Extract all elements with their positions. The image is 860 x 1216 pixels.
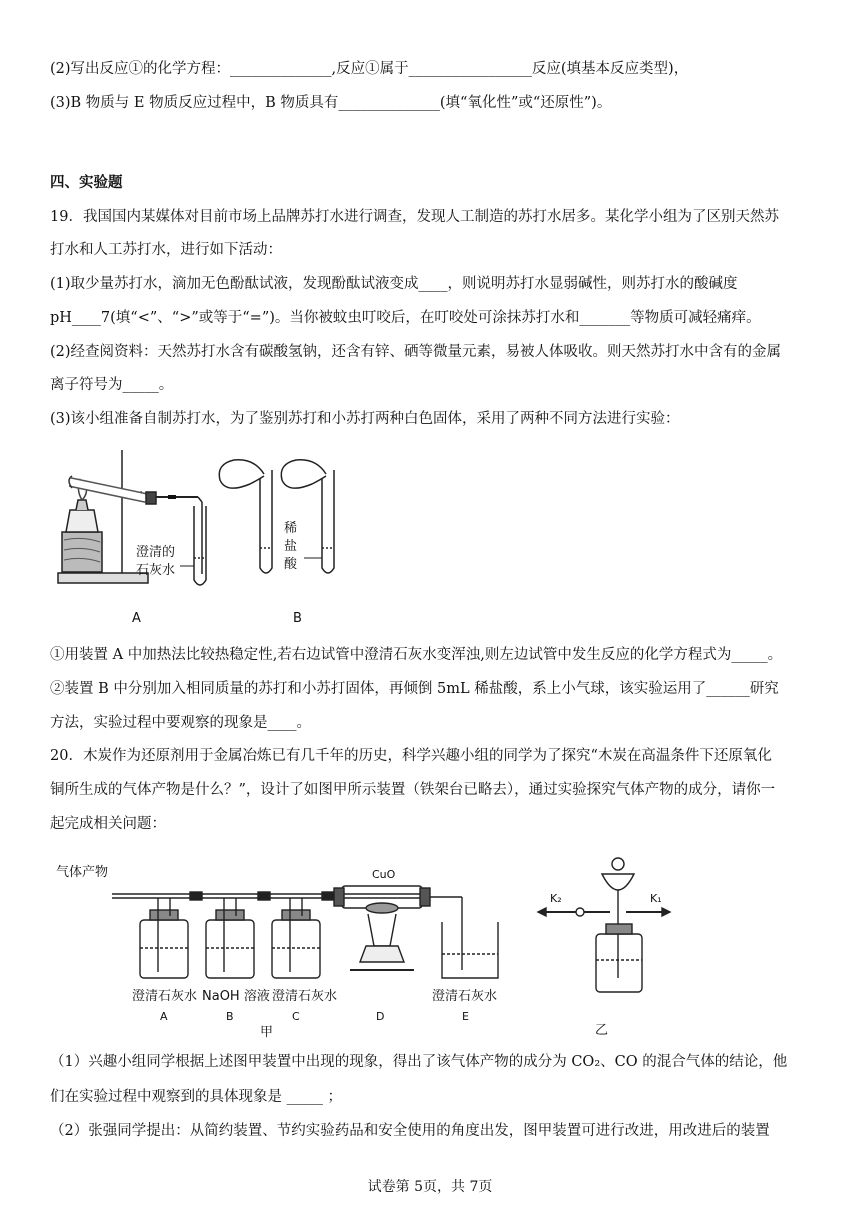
text-line: (2)写出反应①的化学方程：______________,反应①属于_________________反应(填基本反应类型)， <box>50 61 689 77</box>
label-acid-1: 稀 <box>284 521 298 536</box>
label-beaker-e: 澄清石灰水 <box>432 989 498 1004</box>
text-line: 们在实验过程中观察到的具体现象是 _____ ； <box>50 1089 342 1105</box>
apparatus-yi <box>538 858 670 992</box>
lamp-d <box>360 946 404 962</box>
label-limewater-2: 石灰水 <box>136 563 176 578</box>
test-tube-b2 <box>322 470 334 573</box>
bottle-c <box>272 898 320 978</box>
text-line: 铜所生成的气体产物是什么？”，设计了如图甲所示装置（铁架台已略去），通过实验探究气体产物的成分，请你一 <box>50 782 776 798</box>
text-line: ②装置 B 中分别加入相同质量的苏打和小苏打固体，再倾倒 5mL 稀盐酸，系上小气球，该实验运用了______研究 <box>50 681 779 697</box>
stand-base <box>58 573 148 583</box>
text-line: (3)该小组准备自制苏打水，为了鉴别苏打和小苏打两种白色固体，采用了两种不同方法进行实验： <box>50 411 680 427</box>
label-c: C <box>292 1010 300 1023</box>
label-k1: K₁ <box>650 892 662 905</box>
bottle-b <box>206 898 254 978</box>
text-line: (2)经查阅资料：天然苏打水含有碳酸氢钠，还含有锌、硒等微量元素，易被人体吸收。则天然苏打水中含有的金属 <box>50 344 782 360</box>
label-b: B <box>226 1010 234 1023</box>
text-line: (1)取少量苏打水，滴加无色酚酞试液，发现酚酞试液变成____，则说明苏打水显弱碱性，则苏打水的酸碱度 <box>50 276 738 292</box>
label-yi: 乙 <box>595 1023 609 1038</box>
text-line: （2）张强同学提出：从简约装置、节约实验药品和安全使用的角度出发，图甲装置可进行改进，用改进后的装置 <box>50 1123 770 1139</box>
text-line: ①用装置 A 中加热法比较热稳定性,若右边试管中澄清石灰水变浑浊,则左边试管中发生反应的化学方程式为_____。 <box>50 647 783 663</box>
label-bottle-b: NaOH 溶液 <box>202 989 270 1004</box>
text-line: 打水和人工苏打水，进行如下活动： <box>50 242 282 258</box>
label-e: E <box>462 1010 469 1023</box>
question-19-text: 19．我国国内某媒体对目前市场上品牌苏打水进行调查，发现人工制造的苏打水居多。某化学小组为了区别天然苏 <box>50 209 779 225</box>
label-acid-3: 酸 <box>284 557 298 572</box>
label-limewater-1: 澄清的 <box>136 545 176 560</box>
text-line: （1）兴趣小组同学根据上述图甲装置中出现的现象，得出了该气体产物的成分为 CO₂、CO 的混合气体的结论，他 <box>50 1054 788 1070</box>
limewater-test-tube <box>194 506 206 585</box>
balloon-left <box>219 460 264 488</box>
label-jia: 甲 <box>260 1025 274 1040</box>
text-line: (3)B 物质与 E 物质反应过程中，B 物质具有______________(填“氧化性”或“还原性”)。 <box>50 95 612 111</box>
label-a: A <box>160 1010 168 1023</box>
balloon-right <box>281 460 326 488</box>
cuo-label: CuO <box>372 868 396 881</box>
alcohol-lamp <box>66 510 98 532</box>
label-acid-2: 盐 <box>284 539 298 554</box>
text-line: 离子符号为_____。 <box>50 377 174 393</box>
bottle-a <box>140 898 188 978</box>
label-d: D <box>376 1010 385 1023</box>
beaker-e <box>442 922 498 978</box>
text-line: pH____7(填“<”、“>”或等于“=”)。当你被蚊虫叮咬后，在叮咬处可涂抹苏打水和_______等物质可减轻痛痒。 <box>50 310 761 326</box>
section-heading: 四、实验题 <box>50 174 123 191</box>
text-line: 起完成相关问题： <box>50 816 166 832</box>
test-tube-b1 <box>260 470 272 573</box>
label-k2: K₂ <box>550 892 562 905</box>
text-line: 方法，实验过程中要观察的现象是____。 <box>50 715 311 731</box>
label-bottle-c: 澄清石灰水 <box>272 989 338 1004</box>
figure-apparatus-jia-yi <box>50 850 810 1040</box>
label-a: A <box>132 611 141 626</box>
figure-apparatus-ab <box>50 440 370 630</box>
gas-product-label: 气体产物 <box>56 865 109 880</box>
page-footer: 试卷第 5页，共 7页 <box>367 1179 493 1195</box>
question-20-text: 20．木炭作为还原剂用于金属冶炼已有几千年的历史，科学兴趣小组的同学为了探究“木炭在高温条件下还原氧化 <box>50 748 772 764</box>
label-b: B <box>293 611 302 626</box>
label-bottle-a: 澄清石灰水 <box>132 989 198 1004</box>
